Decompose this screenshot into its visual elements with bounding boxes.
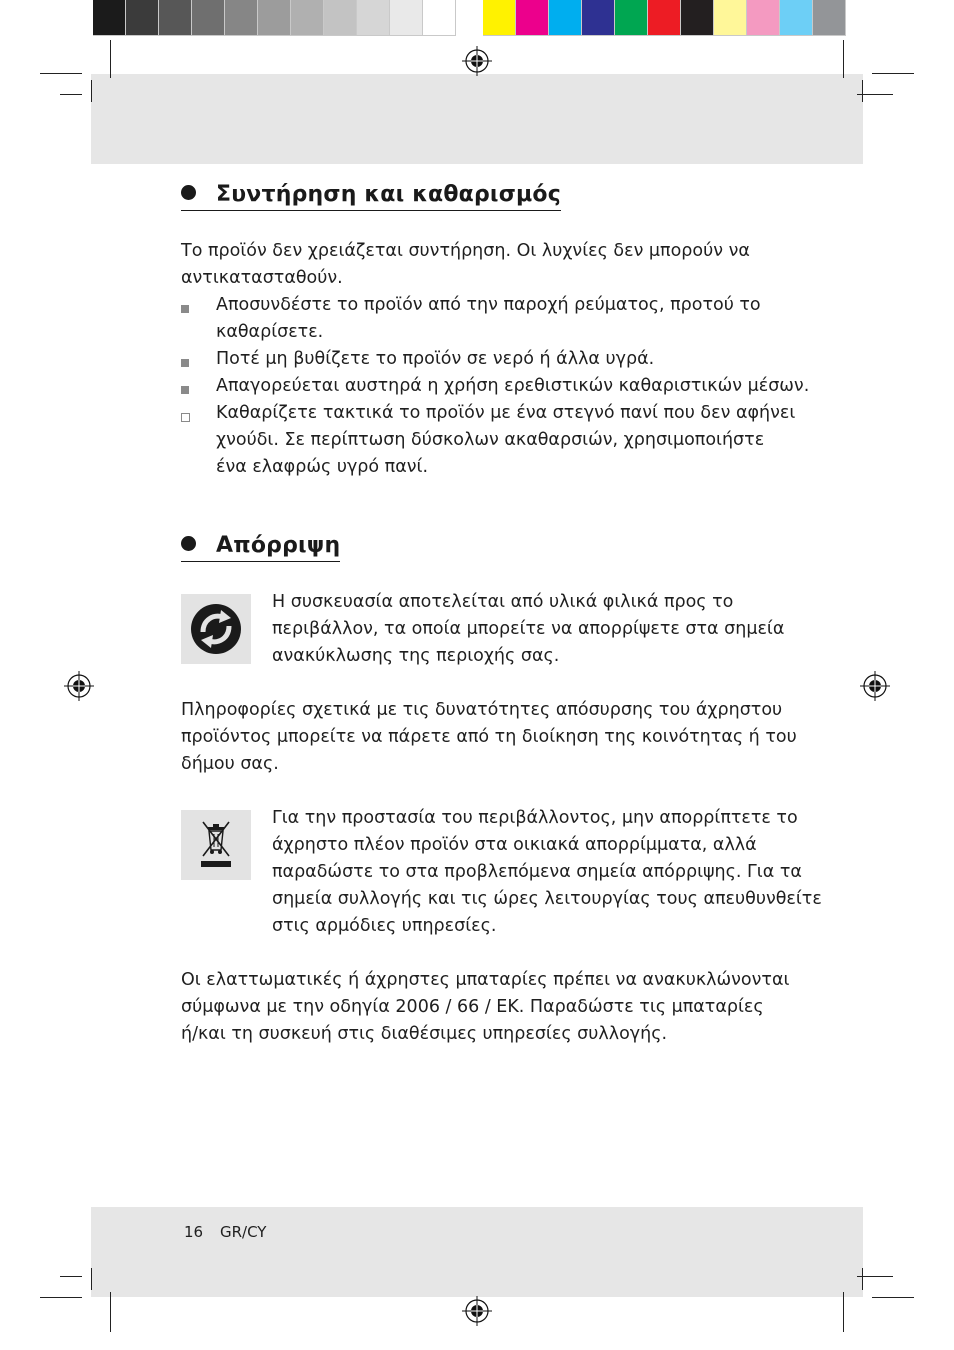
filled-square-bullet-icon [181, 386, 189, 394]
battery-text-line: Οι ελαττωματικές ή άχρηστες μπαταρίες πρέπει να ανακυκλώνονται [181, 970, 790, 990]
list-item-line: Αποσυνδέστε το προϊόν από την παροχή ρεύματος, προτού το [216, 295, 761, 315]
intro-line: Το προϊόν δεν χρειάζεται συντήρηση. Οι λυχνίες δεν μπορούν να [181, 241, 750, 261]
crop-mark [862, 1268, 863, 1290]
crop-mark [91, 1268, 92, 1290]
list-item-line: ένα ελαφρώς υγρό πανί. [216, 457, 429, 477]
heading-bullet-icon [181, 536, 196, 551]
color-calibration-bar [483, 0, 846, 36]
open-square-bullet-icon [181, 413, 190, 422]
green-dot-recycling-icon [181, 594, 251, 664]
gray-swatch [93, 0, 126, 36]
gray-swatch [159, 0, 192, 36]
color-swatch [582, 0, 615, 36]
recycle-text-line: ανακύκλωσης της περιοχής σας. [272, 646, 560, 666]
color-swatch [648, 0, 681, 36]
gray-swatch [291, 0, 324, 36]
color-swatch [516, 0, 549, 36]
crop-mark [872, 73, 914, 74]
registration-mark-icon [462, 46, 492, 76]
crop-mark [872, 1297, 914, 1298]
weee-text-line: παραδώστε το στα προβλεπόμενα σημεία απόρριψης. Για τα [272, 862, 802, 882]
color-swatch [549, 0, 582, 36]
registration-mark-icon [64, 671, 94, 701]
crop-mark [40, 1297, 82, 1298]
crop-mark [40, 73, 82, 74]
color-swatch [780, 0, 813, 36]
page-number: 16 [184, 1223, 204, 1241]
gray-swatch [324, 0, 357, 36]
list-item-line: καθαρίσετε. [216, 322, 324, 342]
color-swatch [747, 0, 780, 36]
recycle-text-line: περιβάλλον, τα οποία μπορείτε να απορρίψετε στα σημεία [272, 619, 785, 639]
crop-mark [843, 40, 844, 78]
recycle-text-line: Η συσκευασία αποτελείται από υλικά φιλικά προς το [272, 592, 734, 612]
color-swatch [681, 0, 714, 36]
crop-mark [843, 1292, 844, 1332]
filled-square-bullet-icon [181, 359, 189, 367]
gray-swatch [126, 0, 159, 36]
registration-mark-icon [462, 1296, 492, 1326]
crop-mark [60, 94, 82, 95]
color-swatch [615, 0, 648, 36]
crop-mark [110, 40, 111, 78]
weee-text-line: άχρηστο πλέον προϊόν στα οικιακά απορρίμματα, αλλά [272, 835, 757, 855]
filled-square-bullet-icon [181, 305, 189, 313]
gray-calibration-bar [93, 0, 456, 36]
crop-mark [862, 80, 863, 102]
gray-swatch [258, 0, 291, 36]
gray-swatch [423, 0, 456, 36]
color-swatch [714, 0, 747, 36]
crop-mark [110, 1292, 111, 1332]
list-item-line: Καθαρίζετε τακτικά το προϊόν με ένα στεγνό πανί που δεν αφήνει [216, 403, 796, 423]
gray-swatch [192, 0, 225, 36]
heading-disposal [181, 532, 340, 562]
battery-text-line: σύμφωνα με την οδηγία 2006 / 66 / EK. Παραδώστε τις μπαταρίες [181, 997, 764, 1017]
heading-maintenance-text: Συντήρηση και καθαρισμός [216, 182, 561, 207]
heading-bullet-icon [181, 185, 196, 200]
list-item-line: χνούδι. Σε περίπτωση δύσκολων ακαθαρσιών, χρησιμοποιήστε [216, 430, 765, 450]
footer-band [91, 1207, 863, 1297]
info-text-line: προϊόντος μπορείτε να πάρετε από τη διοίκηση της κοινότητας ή του [181, 727, 797, 747]
heading-disposal-text: Απόρριψη [216, 533, 341, 558]
info-text-line: Πληροφορίες σχετικά με τις δυνατότητες απόσυρσης του άχρηστου [181, 700, 783, 720]
gray-swatch [225, 0, 258, 36]
gray-swatch [390, 0, 423, 36]
crossed-out-bin-icon [181, 810, 251, 880]
list-item-line: Απαγορεύεται αυστηρά η χρήση ερεθιστικών καθαριστικών μέσων. [216, 376, 810, 396]
color-swatch [813, 0, 846, 36]
language-code: GR/CY [220, 1223, 267, 1241]
gray-swatch [357, 0, 390, 36]
info-text-line: δήμου σας. [181, 754, 279, 774]
crop-mark [91, 80, 92, 102]
color-swatch [483, 0, 516, 36]
weee-text-line: στις αρμόδιες υπηρεσίες. [272, 916, 497, 936]
crop-mark [60, 1276, 82, 1277]
heading-maintenance [181, 181, 561, 211]
weee-text-line: Για την προστασία του περιβάλλοντος, μην απορρίπτετε το [272, 808, 798, 828]
intro-line: αντικατασταθούν. [181, 268, 343, 288]
registration-mark-icon [860, 671, 890, 701]
battery-text-line: ή/και τη συσκευή στις διαθέσιμες υπηρεσίες συλλογής. [181, 1024, 668, 1044]
list-item-line: Ποτέ μη βυθίζετε το προϊόν σε νερό ή άλλα υγρά. [216, 349, 655, 369]
weee-text-line: σημεία συλλογής και τις ώρες λειτουργίας τους απευθυνθείτε [272, 889, 822, 909]
header-band [91, 74, 863, 164]
